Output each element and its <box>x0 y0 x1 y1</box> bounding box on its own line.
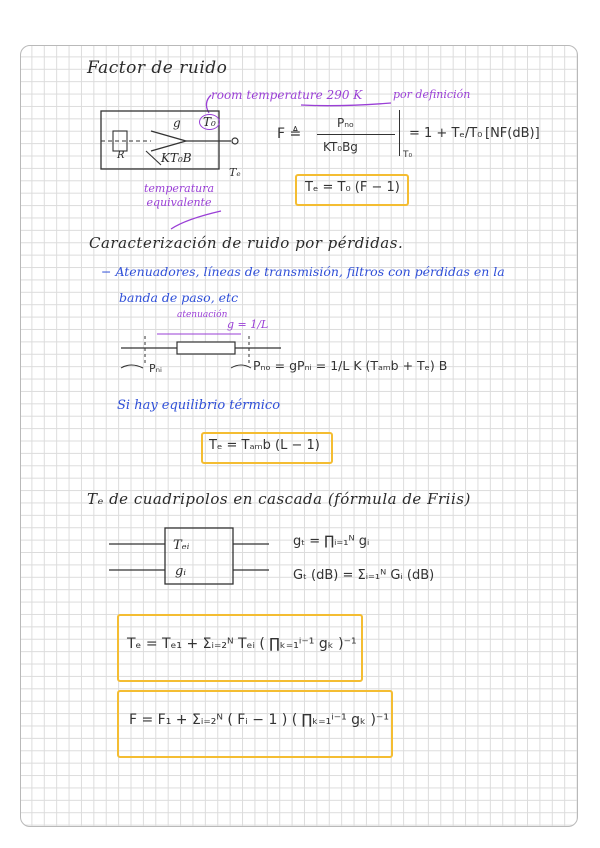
diagram-label-ktb: KT₀B <box>161 151 192 165</box>
section-title-noise-factor: Factor de ruido <box>87 58 228 78</box>
section-title-losses: Caracterización de ruido por pérdidas. <box>89 234 404 252</box>
block-te-label: Tₑᵢ <box>173 538 190 553</box>
f-rhs: = 1 + Tₑ/T₀ <box>409 126 483 141</box>
diagram-label-g: g <box>173 116 181 130</box>
gt-product-equation: gₜ = ∏ᵢ₌₁ᴺ gᵢ <box>293 534 370 549</box>
equilibrium-note: Si hay equilibrio térmico <box>117 398 281 413</box>
section-title-cascade: Tₑ de cuadripolos en cascada (fórmula de Friis) <box>87 490 471 508</box>
f-numerator: Pₙₒ <box>337 116 354 130</box>
te-formula-2: Tₑ = Tₐₘb (L − 1) <box>209 438 320 453</box>
note-por-definicion: por definición <box>393 88 471 101</box>
diagram-label-t0: T₀ <box>199 114 220 130</box>
note-temperatura-equivalente: temperatura equivalente <box>143 182 215 209</box>
f-definition: F ≜ <box>277 126 302 142</box>
block-g-label: gᵢ <box>175 564 186 579</box>
diagram-label-te: Tₑ <box>229 166 241 179</box>
nf-db-label: [NF(dB)] <box>485 126 540 141</box>
quadripole-block-diagram <box>109 524 279 594</box>
gain-reciprocal-label: g = 1/L <box>227 318 269 331</box>
diagram-label-r: R <box>117 150 125 161</box>
attenuation-label: atenuación <box>177 310 228 320</box>
note-room-temperature: room temperature 290 K <box>211 88 363 102</box>
losses-line-2: banda de paso, etc <box>119 290 239 305</box>
friis-f-formula: F = F₁ + Σᵢ₌₂ᴺ ( Fᵢ − 1 ) ( ∏ₖ₌₁ⁱ⁻¹ gₖ )⁻¹ <box>129 712 389 728</box>
gt-db-sum-equation: Gₜ (dB) = Σᵢ₌₁ᴺ Gᵢ (dB) <box>293 568 435 583</box>
f-eval-subscript: T₀ <box>403 150 413 160</box>
friis-te-formula: Tₑ = Tₑ₁ + Σᵢ₌₂ᴺ Tₑᵢ ( ∏ₖ₌₁ⁱ⁻¹ gₖ )⁻¹ <box>127 636 357 652</box>
pni-label: Pₙᵢ <box>149 362 162 375</box>
f-denominator: KT₀Bg <box>323 140 358 154</box>
pno-equation: Pₙₒ = gPₙᵢ = 1/L K (Tₐₘb + Tₑ) B <box>253 358 448 373</box>
te-formula-1: Tₑ = T₀ (F − 1) <box>305 180 400 195</box>
losses-line-1: − Atenuadores, líneas de transmisión, filtros con pérdidas en la <box>101 264 505 279</box>
notes-page <box>20 45 578 827</box>
evaluation-bar <box>399 110 400 156</box>
fraction-bar <box>317 134 395 135</box>
